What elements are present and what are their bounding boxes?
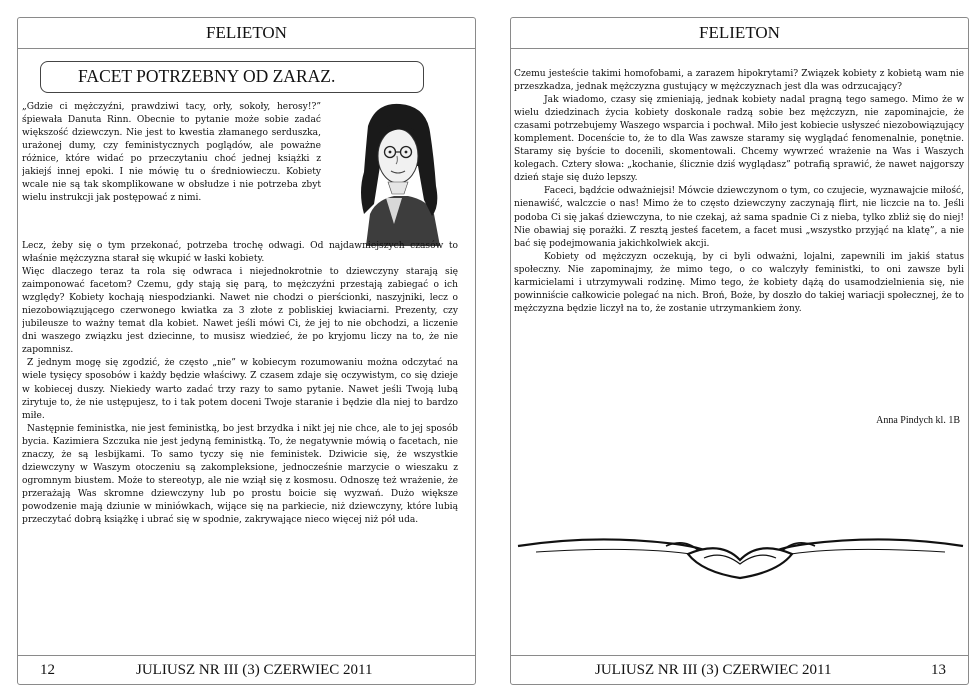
left-page xyxy=(17,17,476,685)
paragraph: Jak wiadomo, czasy się zmieniają, jednak kobiety nadal pragną tego samego. Mimo że w wielu dziedzinach życia kobiety doskonale radzą sobie bez mężczyzn, nie zapominajcie, że czasami potrzebujemy Waszego wsparcia i pochwał. Miło jest kobiecie usłyszeć niezobowiązujący komplement. Docenście to, że to dla Was zawsze staramy się wyglądać fenomenalnie, ponętnie. Staramy się byście to docenili, skomentowali. Chcemy wywrzeć wrażenie na Was i Waszych kolegach. Cztery słowa: „kochanie, ślicznie dziś wyglądasz” potrafią sprawić, że nawet najgorszy dzień staje się dużo lepszy. xyxy=(514,95,964,184)
left-footer xyxy=(18,655,475,684)
paragraph: Z jednym mogę się zgodzić, że często „nie” w kobiecym rozumowaniu można odczytać na wiele tysięcy sposobów i każdy będzie właściwy. Z czasem zdaje się oczywistym, co się dzieje w kobiecej duszy. Niekiedy warto zadać trzy razy to samo pytanie. Nawet jeśli Twoją lubą zirytuje to, że nie ustępujesz, to i tak potem doceni Twoje staranie i będzie dla niej to bardzo miłe. xyxy=(22,358,458,421)
page-number: 13 xyxy=(931,662,946,678)
paragraph: Następnie feministka, nie jest feministką, bo jest brzydka i nikt jej nie chce, ale to jej sposób bycia. Kazimiera Szczuka nie jest jedyną feministką. To, że negatywnie mówią o facetach, nie znaczy, że są lesbijkami. To samo tyczy się nie feministek. Dziwicie się, że wszystkie dziewczyny w Waszym otoczeniu są zakompleksione, jednocześnie marzycie o wieszaku z ogromnym biustem. Może to stereotyp, ale nie wziął się z kosmosu. Odnoszę też wrażenie, że przerażają Was skromne dziewczyny lub po prostu boicie się wyzwań. Dużo większe powodzenie mają dziunie w miniówkach, wijące się na parkiecie, niż dziewczyny, które lubią przeczytać dobrą książkę i ubrać się w spodnie, zakrywające nieco więcej niż pół uda. xyxy=(22,423,458,525)
journal-info: JULIUSZ NR III (3) CZERWIEC 2011 xyxy=(136,662,373,678)
journal-info: JULIUSZ NR III (3) CZERWIEC 2011 xyxy=(595,662,832,678)
ornament-divider-icon xyxy=(516,526,965,586)
paragraph: Kobiety od mężczyzn oczekują, by ci byli odważni, lojalni, zapewnili im jakiś status społeczny. Nie zapominajmy, że mimo tego, o co walczyły feministki, to oni zawsze byli karmicielami i utrzymywali rodzinę. Mimo tego, że kobiety dążą do usamodzielnienia się, nie powinniście całkowicie polegać na nich. Broń, Boże, by doszło do takiej wariacji społecznej, że to mężczyzna będzie liczył na to, że zostanie utrzymankiem żony. xyxy=(514,251,964,314)
paragraph: Czemu jesteście takimi homofobami, a zarazem hipokrytami? Związek kobiety z kobietą wam nie przeszkadza, jednak mężczyzna gustujący w mężczyznach jest dla was odrzucający? xyxy=(514,69,964,93)
right-header: FELIETON xyxy=(511,18,968,49)
article-title: FACET POTRZEBNY OD ZARAZ. xyxy=(40,61,424,93)
paragraph: Lecz, żeby się o tym przekonać, potrzeba trochę odwagi. Od najdawniejszych czasów to właśnie mężczyzna starał się wkupić w łaski kobiety. xyxy=(22,241,458,265)
intro-paragraph: „Gdzie ci mężczyźni, prawdziwi tacy, orły, sokoły, herosy!?” śpiewała Danuta Rinn. Obecnie to pytanie może sobie zadać większość dziewczyn. Nie jest to kwestia złamanego serduszka, urażonej dumy, czy feministycznych poglądów, ale poważne różnice, które widać po przeczytaniu choć jednej książki z jakiejś innej epoki. I nie mówię tu o średniowieczu. Kobiety wcale nie są tak skomplikowane w obsłudze i nie potrzeba zbyt wielu instrukcji jak postępować z nimi. xyxy=(22,102,321,204)
left-header: FELIETON xyxy=(18,18,475,49)
left-body xyxy=(22,240,458,590)
paragraph: Faceci, bądźcie odważniejsi! Mówcie dziewczynom o tym, co czujecie, wyznawajcie miłość, nienawiść, walczcie o nas! Mimo że to często dziewczyny zaczynają flirt, nie liczcie na to. Jeśli podoba Ci się jakaś dziewczyna, to nie czekaj, aż sama spadnie Ci z nieba, tylko zbliż się do niej! Nie obawiaj się porażki. Z resztą jesteś facetem, a facet musi „wszystko przyjąć na klatę”, a nie bać się podejmowania jakichkolwiek akcji. xyxy=(514,186,964,249)
page-number: 12 xyxy=(40,662,55,678)
right-page xyxy=(510,17,969,685)
right-body xyxy=(514,68,964,408)
paragraph: Więc dlaczego teraz ta rola się odwraca i niejednokrotnie to dziewczyny starają się zaimponować facetom? Czemu, gdy stają się parą, to mężczyźni przestają zabiegać o ich względy? Kobiety kochają niespodzianki. Nawet nie chodzi o pierścionki, naszyjniki, lecz o niezobowiązującego czerwonego kwiatka za 3 złote z pobliskiej kwiaciarni. Prezenty, czy jubileusze to ważny temat dla kobiet. Nawet jeśli mówi Ci, że jej to nie obchodzi, a liczenie dni waszego związku jest dziecinne, to musisz wiedzieć, że po kryjomu liczy na to, że nie zapomnisz. xyxy=(22,267,458,356)
author-signature: Anna Pindych kl. 1B xyxy=(876,415,960,426)
right-footer xyxy=(511,655,968,684)
author-portrait-icon xyxy=(336,96,458,246)
